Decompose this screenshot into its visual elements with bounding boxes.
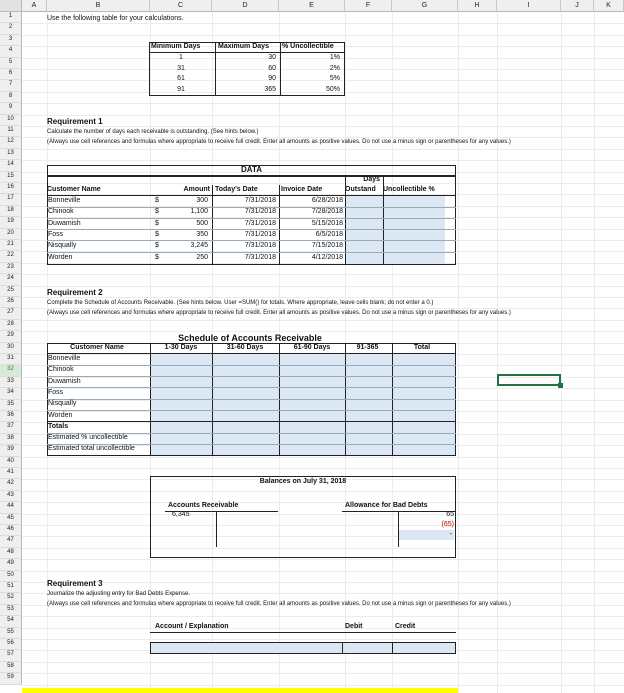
row-header-21[interactable]: 21 bbox=[0, 240, 22, 251]
req2-line1: Complete the Schedule of Accounts Receivable. (See hints below. User =SUM() for totals. Where appropriate, leave cells blank; do not enter a 0.) bbox=[47, 300, 434, 306]
req2-line2: (Always use cell references and formulas where appropriate to receive full credit. Enter all amounts as positive values. Do not use a minus sign or parentheses for any values.) bbox=[47, 310, 511, 316]
currency-symbol: $ bbox=[155, 230, 159, 238]
req1-line1: Calculate the number of days each receivable is outstanding. (See hints below.) bbox=[47, 129, 259, 135]
row-header-34[interactable]: 34 bbox=[0, 388, 22, 399]
row-header-56[interactable]: 56 bbox=[0, 639, 22, 650]
req3-line2: (Always use cell references and formulas where appropriate to receive full credit. Enter all amounts as positive values. Do not use a minus sign or parentheses for any values.) bbox=[47, 601, 511, 607]
row-header-23[interactable]: 23 bbox=[0, 263, 22, 274]
column-header-c[interactable]: C bbox=[150, 0, 212, 12]
days-cell: 91 bbox=[177, 85, 185, 93]
gridline-row bbox=[22, 571, 624, 572]
row-header-1[interactable]: 1 bbox=[0, 12, 22, 23]
data-hdr-invoice: Invoice Date bbox=[281, 186, 323, 193]
column-header-a[interactable]: A bbox=[22, 0, 47, 12]
row-header-32[interactable]: 32 bbox=[0, 365, 22, 376]
row-header-48[interactable]: 48 bbox=[0, 548, 22, 559]
req3-line1: Journalize the adjusting entry for Bad Debts Expense. bbox=[47, 591, 191, 597]
schedule-header: 61-90 Days bbox=[293, 344, 331, 351]
gridline-row bbox=[22, 274, 624, 275]
gridline-col bbox=[458, 12, 459, 693]
row-header-7[interactable]: 7 bbox=[0, 80, 22, 91]
row-header-50[interactable]: 50 bbox=[0, 571, 22, 582]
select-all-corner[interactable] bbox=[0, 0, 22, 12]
schedule-header: 1-30 Days bbox=[164, 344, 198, 351]
row-header-44[interactable]: 44 bbox=[0, 502, 22, 513]
days-cell: 61 bbox=[177, 75, 185, 82]
row-header-17[interactable]: 17 bbox=[0, 194, 22, 205]
intro-text: Use the following table for your calculations. bbox=[47, 15, 184, 22]
allowance-value-2: (65) bbox=[441, 521, 454, 528]
days-hdr-pct: % Uncollectible bbox=[282, 43, 334, 50]
req2-title: Requirement 2 bbox=[47, 288, 103, 297]
invoice-date: 7/28/2018 bbox=[311, 208, 343, 216]
row-header-33[interactable]: 33 bbox=[0, 377, 22, 388]
currency-symbol: $ bbox=[155, 242, 159, 250]
row-header-55[interactable]: 55 bbox=[0, 628, 22, 639]
column-header-e[interactable]: E bbox=[279, 0, 345, 12]
row-header-28[interactable]: 28 bbox=[0, 320, 22, 331]
today-date: 7/31/2018 bbox=[244, 253, 276, 261]
column-header-k[interactable]: K bbox=[594, 0, 624, 12]
gridline-col bbox=[594, 12, 595, 693]
currency-symbol: $ bbox=[155, 219, 159, 227]
row-header-41[interactable]: 41 bbox=[0, 468, 22, 479]
data-hdr-customer: Customer Name bbox=[47, 186, 101, 193]
row-header-16[interactable]: 16 bbox=[0, 183, 22, 194]
row-header-11[interactable]: 11 bbox=[0, 126, 22, 137]
gridline-row bbox=[22, 685, 624, 686]
days-hdr-max: Maximum Days bbox=[218, 43, 269, 50]
days-cell: 60 bbox=[268, 64, 276, 72]
row-header-37[interactable]: 37 bbox=[0, 422, 22, 433]
req1-line2: (Always use cell references and formulas where appropriate to receive full credit. Enter all amounts as positive values. Do not use a minus sign or parentheses for any values.) bbox=[47, 139, 511, 145]
row-header-27[interactable]: 27 bbox=[0, 308, 22, 319]
customer-name: Worden bbox=[48, 253, 73, 261]
row-header-49[interactable]: 49 bbox=[0, 559, 22, 570]
gridline-row bbox=[22, 616, 624, 617]
amount: 3,245 bbox=[190, 242, 208, 250]
allowance-value-1: 65 bbox=[446, 511, 454, 518]
row-header-10[interactable]: 10 bbox=[0, 115, 22, 126]
row-header-52[interactable]: 52 bbox=[0, 593, 22, 604]
gridline-row bbox=[22, 286, 624, 287]
allowance-value-3: - bbox=[449, 531, 452, 538]
gridline-row bbox=[22, 103, 624, 104]
days-cell: 50% bbox=[325, 85, 340, 93]
days-cell: 90 bbox=[268, 75, 276, 82]
schedule-header: Customer Name bbox=[70, 344, 124, 351]
gridline-row bbox=[22, 457, 624, 458]
gridline-row bbox=[22, 662, 624, 663]
schedule-row-label: Estimated % uncollectible bbox=[48, 434, 128, 442]
row-header-18[interactable]: 18 bbox=[0, 206, 22, 217]
column-header-j[interactable]: J bbox=[561, 0, 594, 12]
gridline-col bbox=[497, 12, 498, 693]
row-header-9[interactable]: 9 bbox=[0, 103, 22, 114]
days-cell: 30 bbox=[268, 54, 276, 61]
amount: 350 bbox=[196, 230, 208, 238]
days-cell: 1 bbox=[179, 54, 183, 61]
row-header-6[interactable]: 6 bbox=[0, 69, 22, 80]
gridline-row bbox=[22, 149, 624, 150]
row-header-25[interactable]: 25 bbox=[0, 286, 22, 297]
row-header-26[interactable]: 26 bbox=[0, 297, 22, 308]
data-title: DATA bbox=[240, 165, 263, 174]
row-header-13[interactable]: 13 bbox=[0, 149, 22, 160]
amount: 500 bbox=[196, 219, 208, 227]
row-header-15[interactable]: 15 bbox=[0, 172, 22, 183]
today-date: 7/31/2018 bbox=[244, 242, 276, 250]
column-header-i[interactable]: I bbox=[497, 0, 561, 12]
row-header-14[interactable]: 14 bbox=[0, 160, 22, 171]
req1-title: Requirement 1 bbox=[47, 117, 103, 126]
amount: 250 bbox=[196, 253, 208, 261]
gridline-row bbox=[22, 673, 624, 674]
today-date: 7/31/2018 bbox=[244, 208, 276, 216]
days-cell: 365 bbox=[264, 85, 276, 93]
row-header-45[interactable]: 45 bbox=[0, 514, 22, 525]
row-header-36[interactable]: 36 bbox=[0, 411, 22, 422]
gridline-col bbox=[561, 12, 562, 693]
row-header-29[interactable]: 29 bbox=[0, 331, 22, 342]
active-cell[interactable] bbox=[497, 374, 561, 386]
data-hdr-today: Today's Date bbox=[215, 186, 258, 193]
row-header-39[interactable]: 39 bbox=[0, 445, 22, 456]
balances-title: Balances on July 31, 2018 bbox=[259, 478, 347, 485]
amount: 1,100 bbox=[190, 208, 208, 216]
schedule-row-label: Estimated total uncollectible bbox=[48, 445, 135, 453]
row-header-4[interactable]: 4 bbox=[0, 46, 22, 57]
row-header-47[interactable]: 47 bbox=[0, 536, 22, 547]
row-header-57[interactable]: 57 bbox=[0, 650, 22, 661]
schedule-row-label: Bonneville bbox=[48, 355, 81, 362]
currency-symbol: $ bbox=[155, 197, 159, 204]
row-header-5[interactable]: 5 bbox=[0, 58, 22, 69]
journal-hdr-debit: Debit bbox=[345, 623, 363, 630]
req3-title: Requirement 3 bbox=[47, 579, 103, 588]
row-header-3[interactable]: 3 bbox=[0, 35, 22, 46]
today-date: 7/31/2018 bbox=[244, 219, 276, 227]
customer-name: Bonneville bbox=[48, 197, 81, 204]
column-header-h[interactable]: H bbox=[458, 0, 497, 12]
gridline-row bbox=[22, 160, 624, 161]
gridline-row bbox=[22, 559, 624, 560]
row-header-51[interactable]: 51 bbox=[0, 582, 22, 593]
row-header-35[interactable]: 35 bbox=[0, 400, 22, 411]
today-date: 7/31/2018 bbox=[244, 230, 276, 238]
row-header-19[interactable]: 19 bbox=[0, 217, 22, 228]
schedule-title: Schedule of Accounts Receivable bbox=[178, 333, 322, 343]
row-header-8[interactable]: 8 bbox=[0, 92, 22, 103]
invoice-date: 4/12/2018 bbox=[311, 253, 343, 261]
column-header-f[interactable]: F bbox=[345, 0, 392, 12]
schedule-input-area[interactable] bbox=[150, 354, 455, 455]
schedule-row-label: Worden bbox=[48, 411, 73, 419]
data-hdr-outstand: Outstand bbox=[345, 186, 376, 193]
gridline-row bbox=[22, 35, 624, 36]
schedule-header: Total bbox=[413, 344, 431, 351]
highlight-bar bbox=[22, 688, 458, 693]
schedule-row-label: Foss bbox=[48, 388, 64, 396]
data-hdr-amount: Amount bbox=[183, 186, 210, 193]
column-header-g[interactable]: G bbox=[392, 0, 458, 12]
journal-input-row[interactable] bbox=[150, 642, 456, 654]
schedule-header: 91-365 bbox=[356, 344, 379, 351]
schedule-row-label: Duwamish bbox=[48, 377, 81, 385]
gridline-row bbox=[22, 639, 624, 640]
invoice-date: 7/15/2018 bbox=[311, 242, 343, 250]
row-header-54[interactable]: 54 bbox=[0, 616, 22, 627]
days-cell: 31 bbox=[177, 64, 185, 72]
row-header-59[interactable]: 59 bbox=[0, 673, 22, 684]
allowance-label: Allowance for Bad Debts bbox=[345, 502, 428, 509]
days-hdr-min: Minimum Days bbox=[151, 43, 201, 50]
days-cell: 5% bbox=[329, 75, 340, 82]
row-header-20[interactable]: 20 bbox=[0, 229, 22, 240]
ar-label: Accounts Receivable bbox=[168, 502, 239, 509]
today-date: 7/31/2018 bbox=[244, 197, 276, 204]
row-header-38[interactable]: 38 bbox=[0, 434, 22, 445]
ar-value: 6,345 bbox=[172, 511, 190, 518]
row-header-30[interactable]: 30 bbox=[0, 343, 22, 354]
gridline-row bbox=[22, 628, 624, 629]
invoice-date: 6/5/2018 bbox=[315, 230, 343, 238]
column-header-b[interactable]: B bbox=[47, 0, 150, 12]
schedule-header: 31-60 Days bbox=[226, 344, 264, 351]
schedule-row-label: Chinook bbox=[48, 366, 74, 374]
customer-name: Duwamish bbox=[48, 219, 81, 227]
customer-name: Foss bbox=[48, 230, 64, 238]
schedule-row-label: Totals bbox=[48, 422, 69, 430]
row-header-12[interactable]: 12 bbox=[0, 137, 22, 148]
invoice-date: 5/15/2018 bbox=[311, 219, 343, 227]
row-header-24[interactable]: 24 bbox=[0, 274, 22, 285]
gridline-row bbox=[22, 468, 624, 469]
data-hdr-days: Days bbox=[363, 176, 380, 183]
row-header-40[interactable]: 40 bbox=[0, 457, 22, 468]
customer-name: Chinook bbox=[48, 208, 74, 216]
amount: 300 bbox=[196, 197, 208, 204]
row-header-58[interactable]: 58 bbox=[0, 662, 22, 673]
days-cell: 1% bbox=[329, 54, 340, 61]
gridline-row bbox=[22, 582, 624, 583]
schedule-row-label: Nisqually bbox=[48, 400, 77, 408]
currency-symbol: $ bbox=[155, 208, 159, 216]
customer-name: Nisqually bbox=[48, 242, 77, 250]
data-hdr-uncollectible: Uncollectible % bbox=[383, 186, 435, 193]
journal-hdr-account: Account / Explanation bbox=[155, 623, 229, 630]
invoice-date: 6/28/2018 bbox=[311, 197, 343, 204]
journal-hdr-credit: Credit bbox=[395, 623, 416, 630]
row-header-46[interactable]: 46 bbox=[0, 525, 22, 536]
row-header-2[interactable]: 2 bbox=[0, 23, 22, 34]
currency-symbol: $ bbox=[155, 253, 159, 261]
row-header-31[interactable]: 31 bbox=[0, 354, 22, 365]
row-header-22[interactable]: 22 bbox=[0, 251, 22, 262]
row-header-42[interactable]: 42 bbox=[0, 479, 22, 490]
gridline-row bbox=[22, 320, 624, 321]
days-cell: 2% bbox=[329, 64, 340, 72]
gridline-row bbox=[22, 115, 624, 116]
row-header-43[interactable]: 43 bbox=[0, 491, 22, 502]
row-header-53[interactable]: 53 bbox=[0, 605, 22, 616]
column-header-d[interactable]: D bbox=[212, 0, 279, 12]
